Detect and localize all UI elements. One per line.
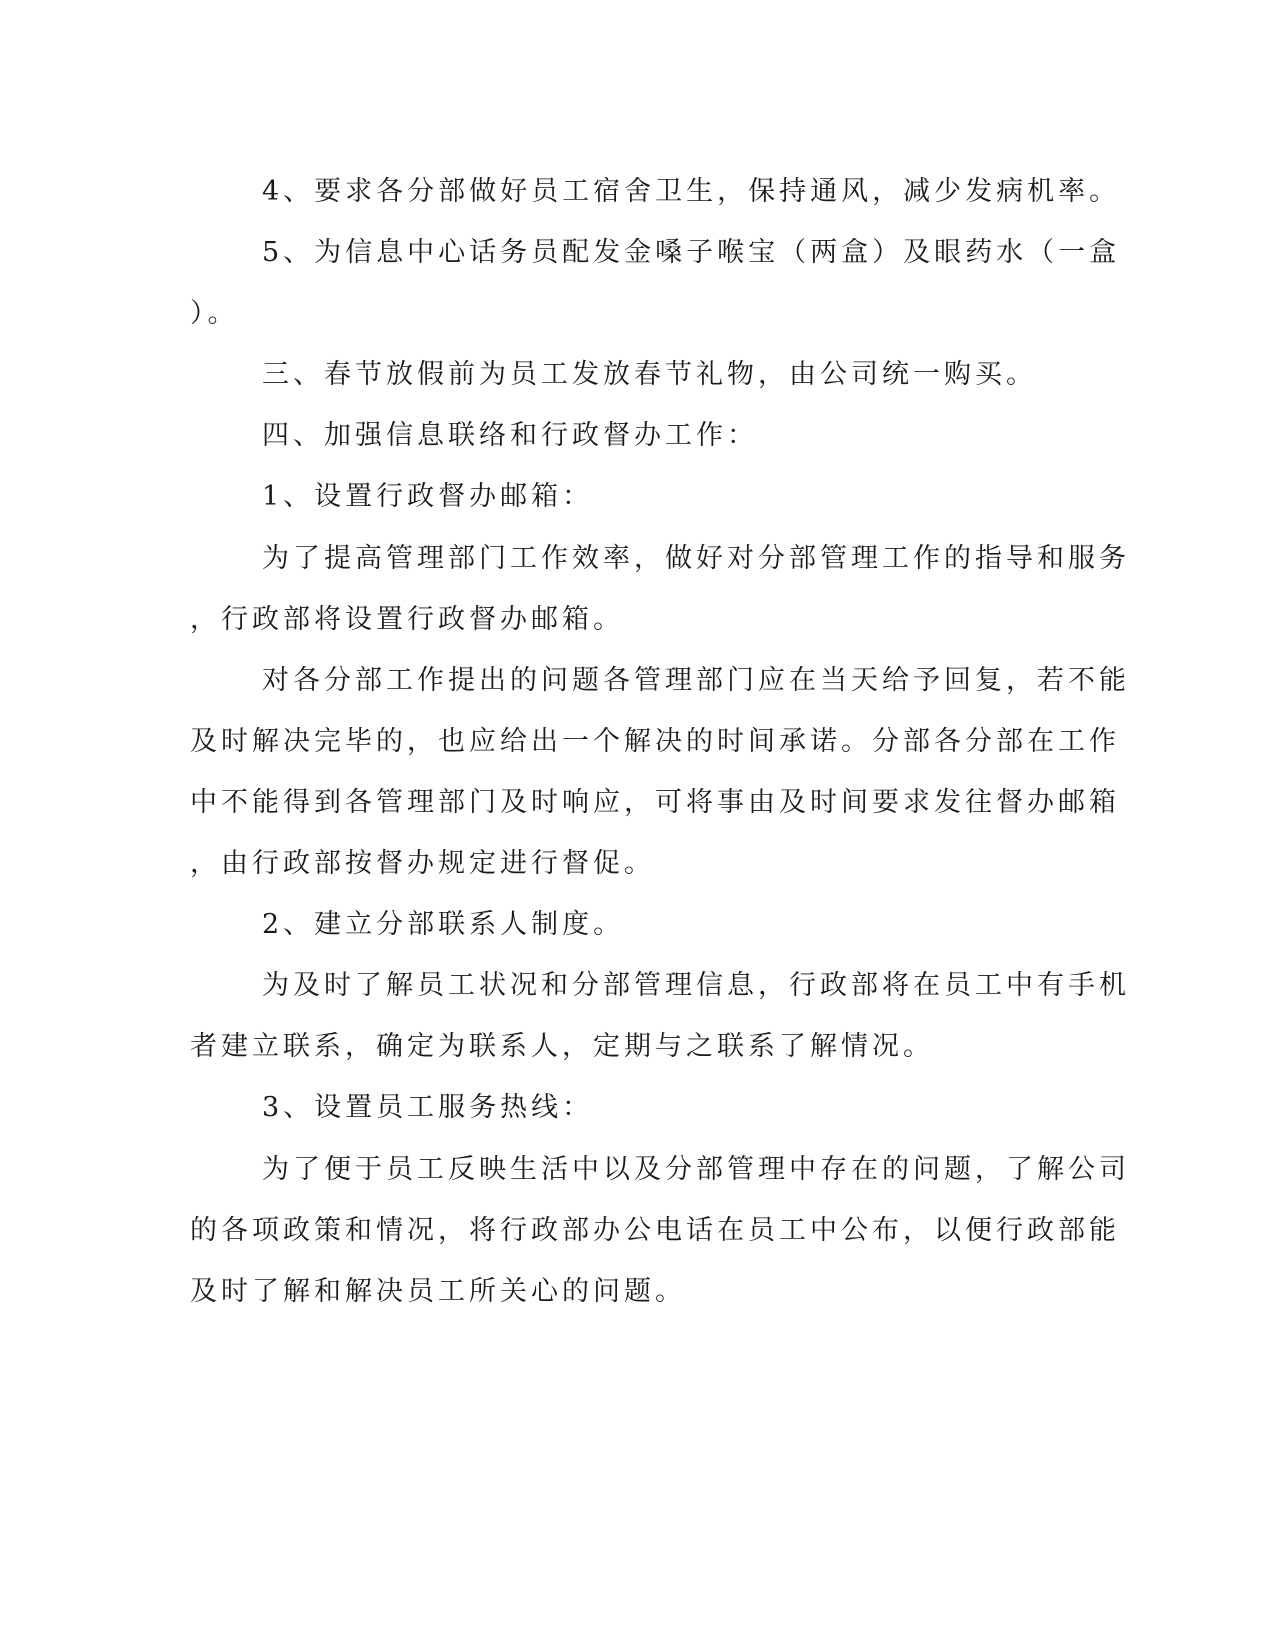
text-line: 5、为信息中心话务员配发金嗓子喉宝（两盒）及眼药水（一盒 — [262, 237, 1121, 269]
text-line: 中不能得到各管理部门及时响应，可将事由及时间要求发往督办邮箱 — [190, 786, 1120, 818]
document-body — [190, 161, 1130, 1322]
subsection-heading: 3、设置员工服务热线： — [262, 1092, 594, 1124]
subsection-heading: 2、建立分部联系人制度。 — [262, 909, 625, 941]
text-line: 对各分部工作提出的问题各管理部门应在当天给予回复，若不能 — [262, 664, 1130, 696]
text-line: 的各项政策和情况，将行政部办公电话在员工中公布，以便行政部能 — [190, 1214, 1120, 1246]
text-line: 4、要求各分部做好员工宿舍卫生，保持通风，减少发病机率。 — [262, 176, 1121, 207]
text-line: 及时了解和解决员工所关心的问题。 — [190, 1275, 686, 1307]
text-line: ）。 — [190, 298, 239, 330]
text-line: ，由行政部按督办规定进行督促。 — [190, 848, 655, 880]
section-heading: 四、加强信息联络和行政督办工作： — [262, 420, 758, 452]
section-heading: 三、春节放假前为员工发放春节礼物，由公司统一购买。 — [262, 359, 1037, 391]
text-line: ，行政部将设置行政督办邮箱。 — [190, 603, 624, 635]
subsection-heading: 1、设置行政督办邮箱： — [262, 481, 594, 513]
text-line: 为及时了解员工状况和分部管理信息，行政部将在员工中有手机 — [262, 970, 1130, 1002]
text-line: 为了提高管理部门工作效率，做好对分部管理工作的指导和服务 — [262, 542, 1130, 574]
text-line: 及时解决完毕的，也应给出一个解决的时间承诺。分部各分部在工作 — [190, 725, 1120, 757]
text-line: 为了便于员工反映生活中以及分部管理中存在的问题，了解公司 — [262, 1153, 1130, 1185]
text-line: 者建立联系，确定为联系人，定期与之联系了解情况。 — [190, 1031, 934, 1063]
